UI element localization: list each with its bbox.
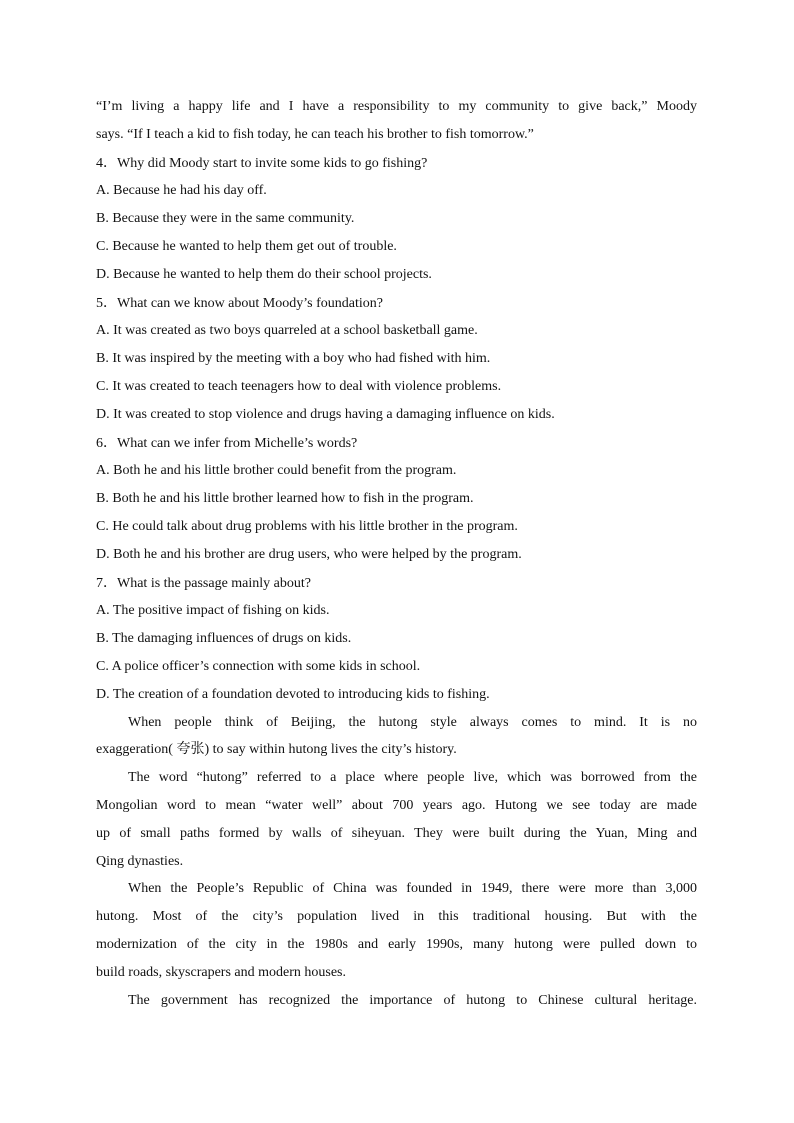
passage-paragraph-1 xyxy=(96,709,697,765)
question-7 xyxy=(96,570,697,709)
text-line: exaggeration( 夸张) to say within hutong lives the city’s history. xyxy=(96,742,457,758)
answer-option: B. Both he and his little brother learned how to fish in the program. xyxy=(96,491,474,507)
text-line: build roads, skyscrapers and modern houses. xyxy=(96,964,347,980)
answer-option: C. He could talk about drug problems with his little brother in the program. xyxy=(96,518,518,534)
answer-option: B. The damaging influences of drugs on kids. xyxy=(96,631,352,647)
text-line: The word “hutong” referred to a place where people live, which was borrowed from the xyxy=(128,770,697,786)
text-line: modernization of the city in the 1980s and early 1990s, many hutong were pulled down to xyxy=(96,936,697,952)
answer-option: D. Because he wanted to help them do their school projects. xyxy=(96,266,432,282)
document-page xyxy=(96,93,697,1014)
intro-paragraph xyxy=(96,93,697,149)
text-line: says. “If I teach a kid to fish today, he can teach his brother to fish tomorrow.” xyxy=(96,126,534,142)
answer-option: C. Because he wanted to help them get out of trouble. xyxy=(96,238,397,254)
passage-paragraph-4 xyxy=(96,987,697,1015)
text-line: When the People’s Republic of China was founded in 1949, there were more than 3,000 xyxy=(128,881,697,897)
answer-option: B. It was inspired by the meeting with a boy who had fished with him. xyxy=(96,351,491,367)
question-stem: 5．What can we know about Moody’s foundation? xyxy=(96,295,383,311)
answer-option: A. The positive impact of fishing on kids. xyxy=(96,603,330,619)
answer-option: D. It was created to stop violence and drugs having a damaging influence on kids. xyxy=(96,406,555,422)
passage-paragraph-3 xyxy=(96,875,697,986)
answer-option: D. Both he and his brother are drug users, who were helped by the program. xyxy=(96,546,522,562)
question-stem: 4．Why did Moody start to invite some kids to go fishing? xyxy=(96,155,428,171)
question-5 xyxy=(96,290,697,429)
answer-option: A. It was created as two boys quarreled at a school basketball game. xyxy=(96,323,478,339)
text-line: up of small paths formed by walls of siheyuan. They were built during the Yuan, Ming and xyxy=(96,825,697,841)
question-6 xyxy=(96,430,697,569)
question-stem: 7．What is the passage mainly about? xyxy=(96,575,311,591)
text-line: When people think of Beijing, the hutong style always comes to mind. It is no xyxy=(128,714,697,730)
answer-option: A. Both he and his little brother could benefit from the program. xyxy=(96,463,457,479)
text-line: Mongolian word to mean “water well” about 700 years ago. Hutong we see today are made xyxy=(96,797,697,813)
question-4 xyxy=(96,150,697,289)
answer-option: C. It was created to teach teenagers how to deal with violence problems. xyxy=(96,378,502,394)
answer-option: C. A police officer’s connection with some kids in school. xyxy=(96,658,421,674)
text-line: “I’m living a happy life and I have a responsibility to my community to give back,” Moody xyxy=(96,99,697,114)
answer-option: D. The creation of a foundation devoted to introducing kids to fishing. xyxy=(96,686,490,702)
answer-option: B. Because they were in the same community. xyxy=(96,211,355,227)
answer-option: A. Because he had his day off. xyxy=(96,183,267,199)
text-line: The government has recognized the importance of hutong to Chinese cultural heritage. xyxy=(128,992,697,1008)
passage-paragraph-2 xyxy=(96,764,697,875)
question-stem: 6．What can we infer from Michelle’s words? xyxy=(96,435,358,451)
text-line: Qing dynasties. xyxy=(96,853,184,869)
text-line: hutong. Most of the city’s population lived in this traditional housing. But with the xyxy=(96,909,697,925)
